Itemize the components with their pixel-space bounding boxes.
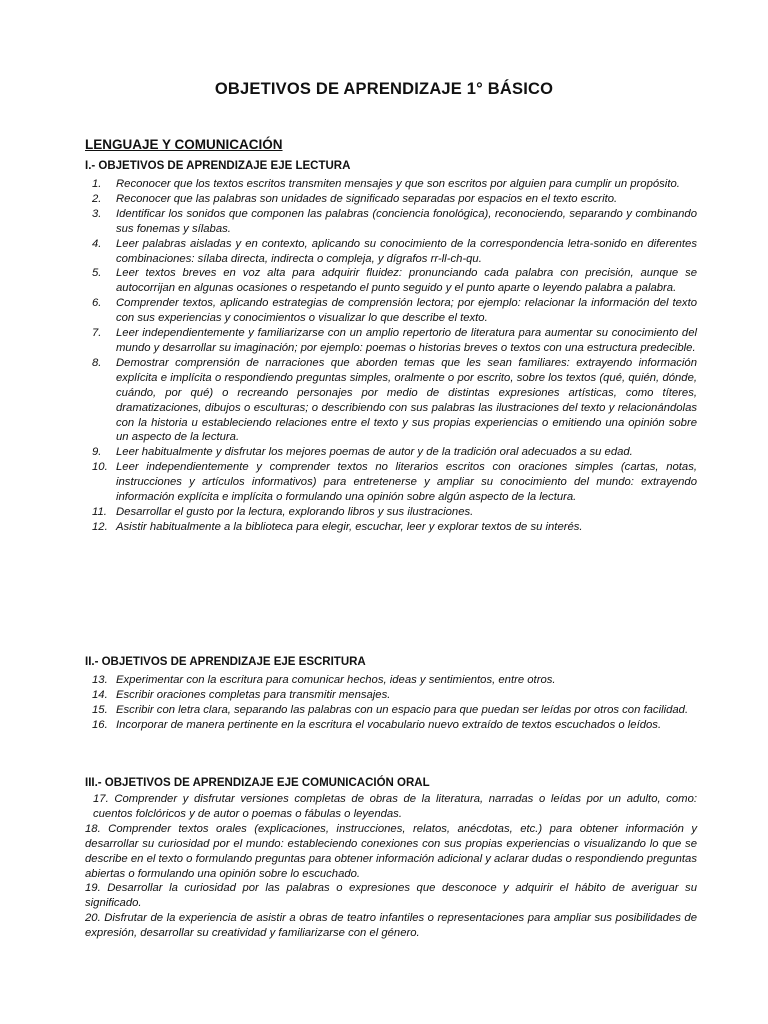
section-lectura [85, 159, 697, 535]
objective-text: Reconocer que los textos escritos transmiten mensajes y que son escritos por alguien para cumplir un propósito. [116, 178, 680, 190]
objectives-list [85, 792, 697, 941]
objective-item: 20. Disfrutar de la experiencia de asistir a obras de teatro infantiles o representaciones para ampliar sus posibilidades de expresión, desarrollar su creatividad y familiarizarse con el género. [85, 912, 697, 940]
objective-number: 14. [92, 688, 108, 701]
objective-item [85, 688, 697, 703]
objective-number: 2. [92, 192, 102, 205]
objective-number: 6. [92, 297, 102, 310]
objective-item [85, 237, 697, 267]
objective-number: 8. [92, 356, 102, 369]
objective-item [85, 718, 697, 733]
section-heading: III.- OBJETIVOS DE APRENDIZAJE EJE COMUNICACIÓN ORAL [85, 777, 430, 789]
objective-text: Asistir habitualmente a la biblioteca para elegir, escuchar, leer y explorar textos de su interés. [116, 520, 583, 533]
objective-item: 19. Desarrollar la curiosidad por las palabras o expresiones que desconoce y adquirir el hábito de averiguar su significado. [85, 882, 697, 910]
objective-item: 18. Comprender textos orales (explicaciones, instrucciones, relatos, anécdotas, etc.) para obtener información y desarrollar su curiosidad por el mundo: estableciendo conexiones con sus propias experiencias o visualizando lo que se describe en el texto o formulando preguntas para obtener información adicional y aclarar dudas o respondiendo preguntas abiertas o formulando una opinión sobre lo escuchado. [85, 822, 697, 880]
objective-item [85, 266, 697, 296]
objective-text: Leer palabras aisladas y en contexto, aplicando su conocimiento de la correspondencia letra-sonido en diferentes combinaciones: sílaba directa, indirecta o compleja, y dígrafos rr-ll-ch-qu. [116, 237, 697, 265]
objective-item [85, 460, 697, 505]
document-title: OBJETIVOS DE APRENDIZAJE 1° BÁSICO [214, 80, 554, 98]
objective-item [85, 445, 697, 460]
section-heading: II.- OBJETIVOS DE APRENDIZAJE EJE ESCRITURA [85, 656, 366, 668]
objective-number: 3. [92, 207, 102, 220]
objectives-list [85, 673, 697, 733]
objective-item [85, 520, 697, 535]
section-escritura [85, 655, 697, 733]
subject-heading: LENGUAJE Y COMUNICACIÓN [85, 137, 283, 152]
objective-text: Identificar los sonidos que componen las palabras (conciencia fonológica), reconociendo, separando y combinando sus fonemas y sílabas. [116, 207, 697, 235]
objective-number: 16. [92, 718, 108, 731]
objective-item [85, 356, 697, 445]
objective-item [85, 207, 697, 237]
section-heading: I.- OBJETIVOS DE APRENDIZAJE EJE LECTURA [85, 160, 351, 172]
objective-text: Reconocer que las palabras son unidades de significado separadas por espacios en el texto escrito. [116, 192, 618, 205]
objective-text: Demostrar comprensión de narraciones que aborden temas que les sean familiares: extrayendo información explícita e implícita o respondiendo preguntas simples, oralmente o por escrito, sobre los textos (qué, quién, dónde, cuándo, por qué) o recreando personajes por medio de distintas expresiones artísticas, como títeres, dramatizaciones, dibujos o esculturas; o describiendo con sus palabras las ilustraciones del texto y relacionándolas con la historia u estableciendo relaciones entre el texto y sus propias experiencias o emitiendo una opinión sobre un aspecto de la lectura. [116, 356, 697, 444]
objective-number: 12. [92, 520, 108, 533]
objective-number: 4. [92, 237, 102, 250]
objective-text: Leer habitualmente y disfrutar los mejores poemas de autor y de la tradición oral adecuados a su edad. [116, 446, 633, 459]
objective-number: 10. [92, 461, 108, 474]
objective-number: 13. [92, 674, 108, 686]
objective-item [85, 505, 697, 520]
objective-item [85, 177, 697, 192]
objectives-list [85, 177, 697, 535]
objective-number: 7. [92, 327, 102, 340]
objective-number: 11. [92, 505, 107, 518]
objective-text: Experimentar con la escritura para comunicar hechos, ideas y sentimientos, entre otros. [116, 674, 556, 686]
objective-text: Leer independientemente y comprender textos no literarios escritos con oraciones simples (cartas, notas, instrucciones y artículos informativos) para entretenerse y ampliar su conocimiento del mundo: extrayendo información explícita e implícita o formulando una opinión sobre algún aspecto de la lectura. [116, 461, 697, 504]
objective-text: Comprender textos, aplicando estrategias de comprensión lectora; por ejemplo: relacionar la información del texto con sus experiencias y conocimientos o visualizar lo que describe el texto. [116, 297, 697, 325]
objective-item [85, 192, 697, 207]
objective-item [85, 673, 697, 688]
objective-text: Escribir oraciones completas para transmitir mensajes. [116, 688, 391, 701]
objective-item: 17. Comprender y disfrutar versiones completas de obras de la literatura, narradas o leídas por un adulto, como: cuentos folclóricos y de autor o poemas o fábulas o leyendas. [93, 793, 697, 820]
objective-number: 1. [92, 178, 102, 190]
objective-item [85, 296, 697, 326]
objective-text: Escribir con letra clara, separando las palabras con un espacio para que puedan ser leídas por otros con facilidad. [116, 703, 689, 716]
objective-number: 5. [92, 267, 102, 280]
objective-item [85, 326, 697, 356]
objective-text: Desarrollar el gusto por la lectura, explorando libros y sus ilustraciones. [116, 505, 474, 518]
objective-number: 15. [92, 703, 108, 716]
objective-item [85, 703, 697, 718]
objective-number: 9. [92, 446, 102, 459]
objective-text: Leer textos breves en voz alta para adquirir fluidez: pronunciando cada palabra con precisión, aunque se autocorrijan en algunas ocasiones o respetando el punto seguido y el punto aparte o leyendo palabra a palabra. [116, 267, 697, 295]
objective-text: Incorporar de manera pertinente en la escritura el vocabulario nuevo extraído de textos escuchados o leídos. [116, 718, 662, 731]
section-comunicacion-oral [85, 776, 697, 941]
objective-text: Leer independientemente y familiarizarse con un amplio repertorio de literatura para aumentar su conocimiento del mundo y desarrollar su imaginación; por ejemplo: poemas o historias breves o textos con una estructura predecible. [116, 327, 697, 354]
